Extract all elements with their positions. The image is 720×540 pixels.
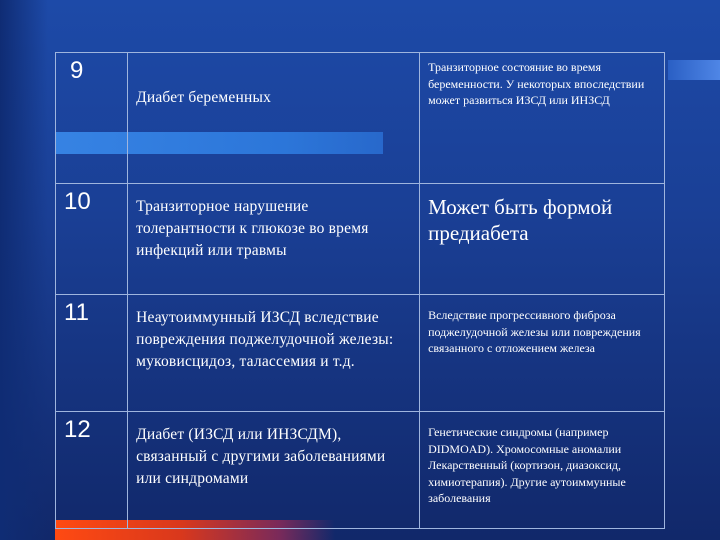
row-number: 11	[56, 295, 128, 412]
note-cell: Может быть формой предиабета	[420, 184, 665, 295]
row-number: 9	[56, 53, 128, 184]
row-number: 12	[56, 412, 128, 529]
diabetes-classification-table	[55, 52, 665, 529]
note-cell: Вследствие прогрессивного фиброза поджелудочной железы или повреждения связанного с отложением железа	[420, 295, 665, 412]
condition-cell: Диабет беременных	[128, 53, 420, 184]
note-cell: Транзиторное состояние во время беременности. У некоторых впоследствии может развиться ИЗСД или ИНЗСД	[420, 53, 665, 184]
left-shade-decoration	[0, 0, 48, 540]
condition-cell: Диабет (ИЗСД или ИНЗСДМ), связанный с другими заболеваниями или синдромами	[128, 412, 420, 529]
table-row	[56, 412, 665, 529]
condition-cell: Транзиторное нарушение толерантности к глюкозе во время инфекций или травмы	[128, 184, 420, 295]
table-row	[56, 53, 665, 184]
condition-cell: Неаутоиммунный ИЗСД вследствие повреждения поджелудочной железы: муковисцидоз, талассемия и т.д.	[128, 295, 420, 412]
row-number: 10	[56, 184, 128, 295]
table-row	[56, 184, 665, 295]
note-cell: Генетические синдромы (например DIDMOAD). Хромосомные аномалии Лекарственный (кортизон, диазоксид, химиотерапия). Другие аутоиммунные заболевания	[420, 412, 665, 529]
table-row	[56, 295, 665, 412]
top-right-accent-bar	[668, 60, 720, 80]
